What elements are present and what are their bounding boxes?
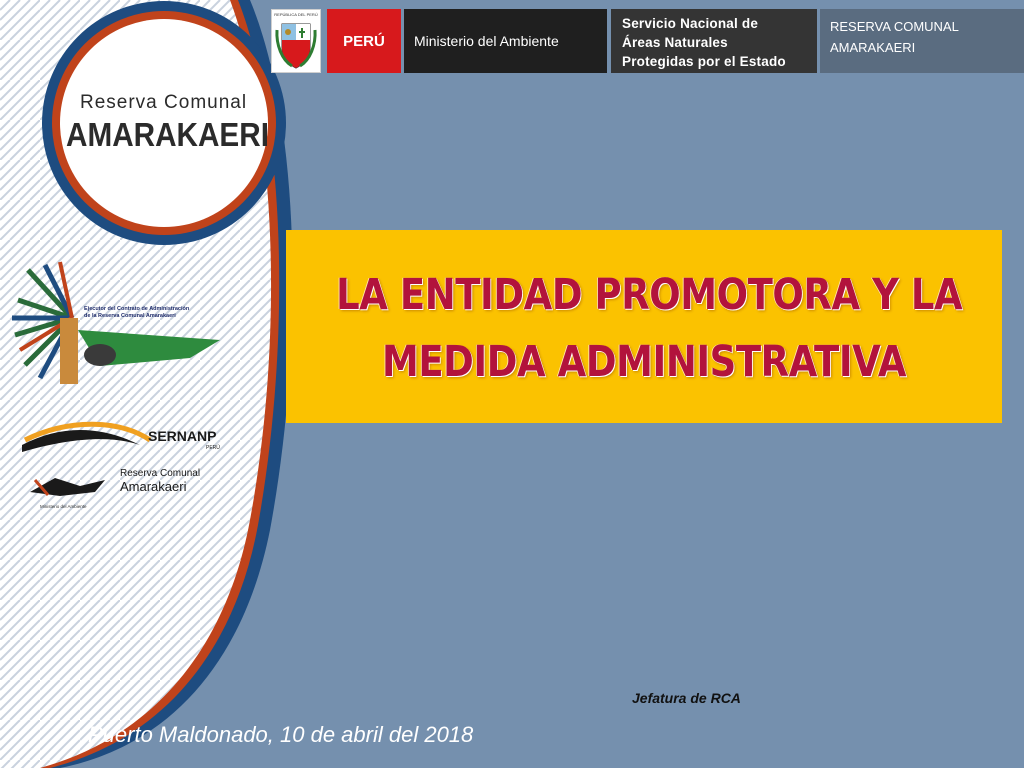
title-box: [286, 230, 1002, 423]
title-line-1: LA ENTIDAD PROMOTORA Y LA: [336, 270, 963, 320]
sernanp-line1: Servicio Nacional de: [622, 16, 759, 31]
peru-coat-of-arms-icon: [272, 10, 320, 72]
reserve-logo-line2: AMARAKAERI: [66, 116, 269, 153]
rca-small-logo-text: [120, 468, 200, 494]
sernanp-name: SERNANP: [148, 428, 217, 444]
eca-caption-line1: Ejecutor del Contrato de Administración: [84, 306, 190, 312]
sernanp-country: PERÚ: [206, 445, 220, 451]
sernanp-label: [611, 9, 817, 73]
shield-caption: REPÚBLICA DEL PERÚ: [274, 12, 318, 17]
sernanp-line3: Protegidas por el Estado: [622, 54, 786, 69]
reserve-header-line2: AMARAKAERI: [830, 40, 916, 55]
place-date-label: Puerto Maldonado, 10 de abril del 2018: [88, 722, 474, 747]
office-label: Jefatura de RCA: [632, 690, 741, 706]
minam-small-caption: Ministerio del Ambiente: [40, 504, 87, 509]
rca-small-line1: Reserva Comunal: [120, 468, 201, 479]
reserve-logo-line1: Reserva Comunal: [80, 92, 248, 113]
eca-caption-line2: de la Reserva Comunal Amarakaeri: [84, 313, 176, 319]
title-line-2: MEDIDA ADMINISTRATIVA: [381, 337, 907, 387]
reserve-header-label: [820, 9, 1024, 73]
peru-label: PERÚ: [327, 9, 401, 73]
eca-caption: [84, 306, 189, 320]
reserve-header-line1: RESERVA COMUNAL: [830, 19, 959, 34]
rca-small-line2: Amarakaeri: [120, 479, 187, 494]
sernanp-line2: Áreas Naturales: [622, 35, 728, 50]
peru-shield-box: [271, 9, 321, 73]
ministry-label: Ministerio del Ambiente: [404, 9, 607, 73]
